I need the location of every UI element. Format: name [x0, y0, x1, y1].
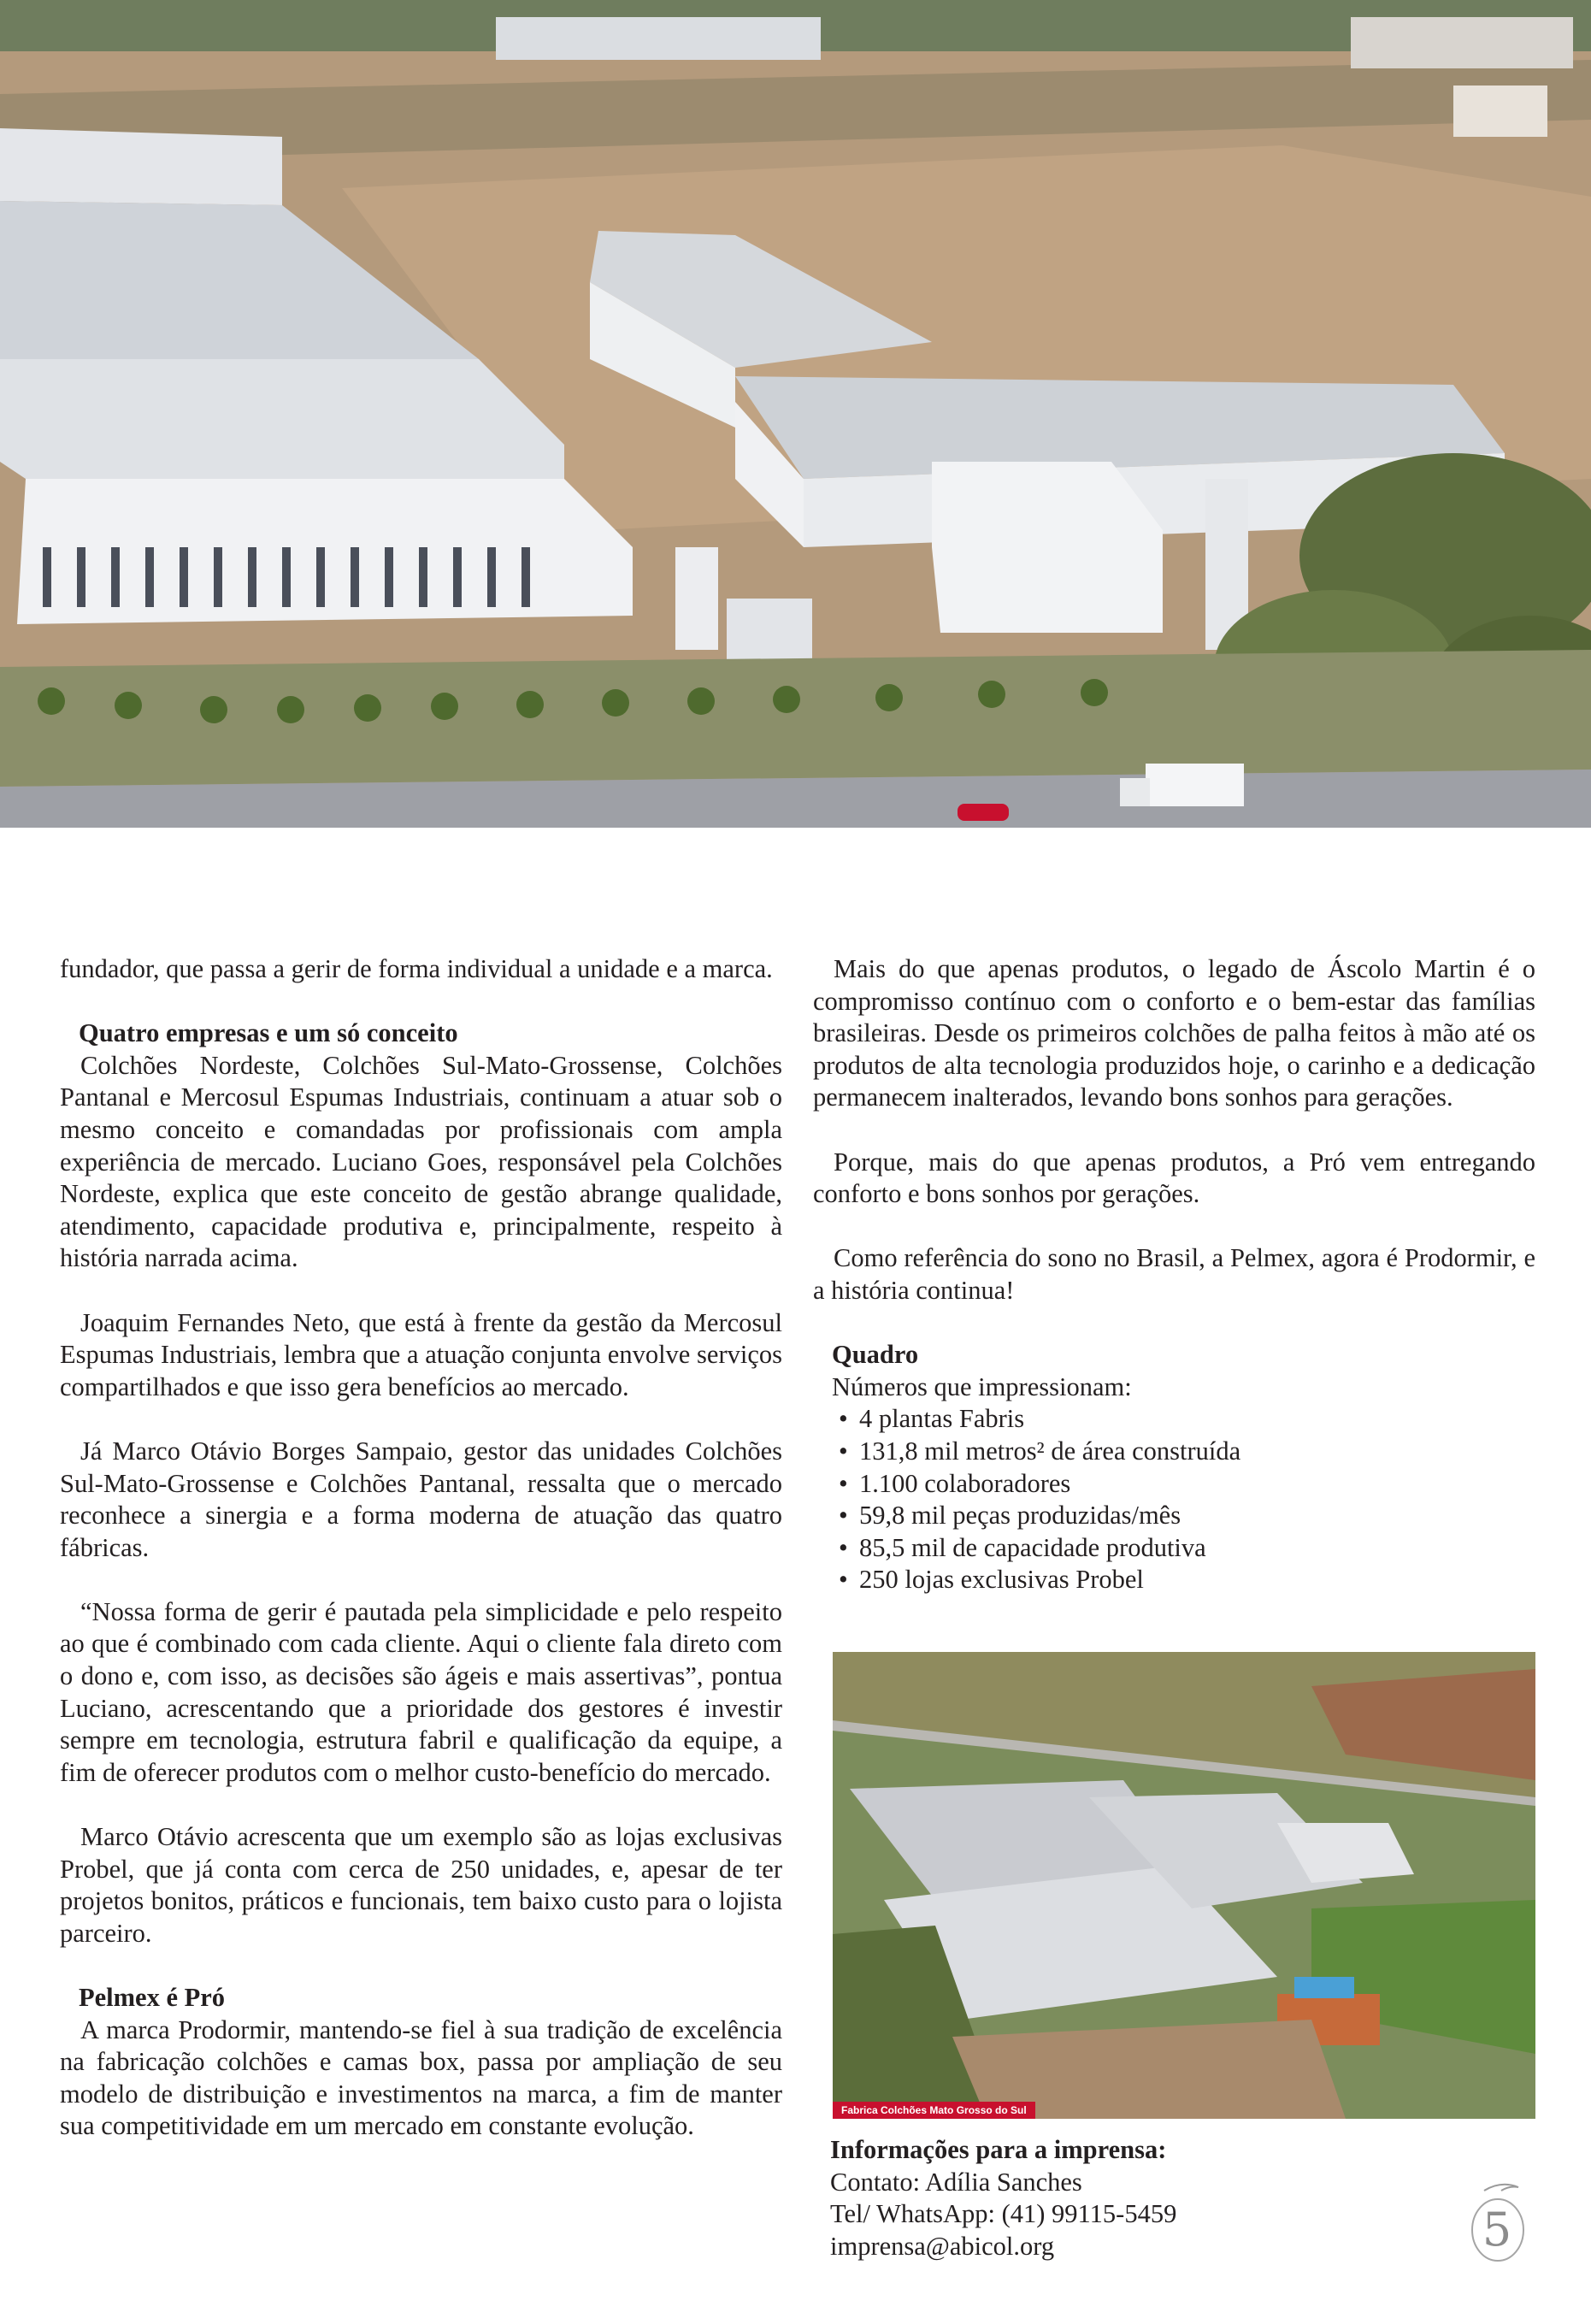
press-contact: Contato: Adília Sanches [830, 2167, 1082, 2197]
factory-aerial-photo [0, 0, 1591, 828]
paragraph: Porque, mais do que apenas produtos, a Pró vem entregando conforto e bons sonhos por gerações. [813, 1147, 1535, 1209]
list-item: • 4 plantas Fabris [839, 1403, 1535, 1436]
left-column [60, 953, 782, 2143]
paragraph: fundador, que passa a gerir de forma individual a unidade e a marca. [60, 954, 773, 983]
box-title: Quadro [832, 1340, 919, 1370]
factory-photo-mato-grosso [833, 1652, 1535, 2119]
paragraph: Joaquim Fernandes Neto, que está à frente da gestão da Mercosul Espumas Industriais, lembra que a atuação conjunta envolve serviços compartilhados e que isso gera benefícios ao mercado. [60, 1307, 782, 1401]
list-item: • 250 lojas exclusivas Probel [839, 1564, 1535, 1596]
paragraph: Já Marco Otávio Borges Sampaio, gestor das unidades Colchões Sul-Mato-Grossense e Colchões Pantanal, ressalta que o mercado reconhece a sinergia e a forma moderna de atuação das quatro fábricas. [60, 1436, 782, 1562]
list-item: • 85,5 mil de capacidade produtiva [839, 1532, 1535, 1565]
paragraph: Como referência do sono no Brasil, a Pelmex, agora é Prodormir, e a história continua! [813, 1243, 1535, 1305]
list-item: • 131,8 mil metros² de área construída [839, 1436, 1535, 1468]
press-phone: Tel/ WhatsApp: (41) 99115-5459 [830, 2199, 1177, 2229]
photo-caption: Fabrica Colchões Mato Grosso do Sul [833, 2102, 1035, 2119]
page-number-ornament [1467, 2179, 1535, 2264]
list-item: • 1.100 colaboradores [839, 1468, 1535, 1501]
press-title: Informações para a imprensa: [830, 2135, 1167, 2164]
paragraph: “Nossa forma de gerir é pautada pela simplicidade e pelo respeito ao que é combinado com cada cliente. Aqui o cliente fala direto com o dono e, com isso, as decisões são ágeis e mais assertivas”, pontua Luciano, acrescentando que a prioridade dos gestores é investir sempre em tecnologia, estrutura fabril e qualificação da equipe, a fim de oferecer produtos com o melhor custo-benefício do mercado. [60, 1596, 782, 1787]
press-info [830, 2134, 1429, 2262]
list-item: • 59,8 mil peças produzidas/mês [839, 1500, 1535, 1532]
page-number: 5 [1482, 2203, 1512, 2256]
box-intro: Números que impressionam: [832, 1371, 1132, 1401]
section-heading-quatro-empresas: Quatro empresas e um só conceito [79, 1018, 458, 1048]
section-heading-pelmex-e-pro: Pelmex é Pró [79, 1983, 226, 2012]
paragraph: Marco Otávio acrescenta que um exemplo são as lojas exclusivas Probel, que já conta com cerca de 250 unidades, e, apesar de ter projetos bonitos, práticos e funcionais, tem baixo custo para o lojista parceiro. [60, 1822, 782, 1948]
press-email: imprensa@abicol.org [830, 2231, 1055, 2261]
paragraph: A marca Prodormir, mantendo-se fiel à sua tradição de excelência na fabricação colchões e camas box, passa por ampliação de seu modelo de distribuição e investimentos na marca, a fim de manter sua competitividade em um mercado em constante evolução. [60, 2014, 782, 2141]
right-column [813, 953, 1535, 1596]
paragraph: Colchões Nordeste, Colchões Sul-Mato-Grossense, Colchões Pantanal e Mercosul Espumas Industriais, continuam a atuar sob o mesmo conceito e comandadas por profissionais com ampla experiência de mercado. Luciano Goes, responsável pela Colchões Nordeste, explica que este conceito de gestão abrange qualidade, atendimento, capacidade produtiva e, principalmente, respeito à história narrada acima. [60, 1050, 782, 1273]
stats-list [813, 1403, 1535, 1596]
paragraph: Mais do que apenas produtos, o legado de Áscolo Martin é o compromisso contínuo com o conforto e o bem-estar das famílias brasileiras. Desde os primeiros colchões de palha feitos à mão até os produtos de alta tecnologia produzidos hoje, o carinho e a dedicação permanecem inalterados, levando bons sonhos para gerações. [813, 954, 1535, 1112]
